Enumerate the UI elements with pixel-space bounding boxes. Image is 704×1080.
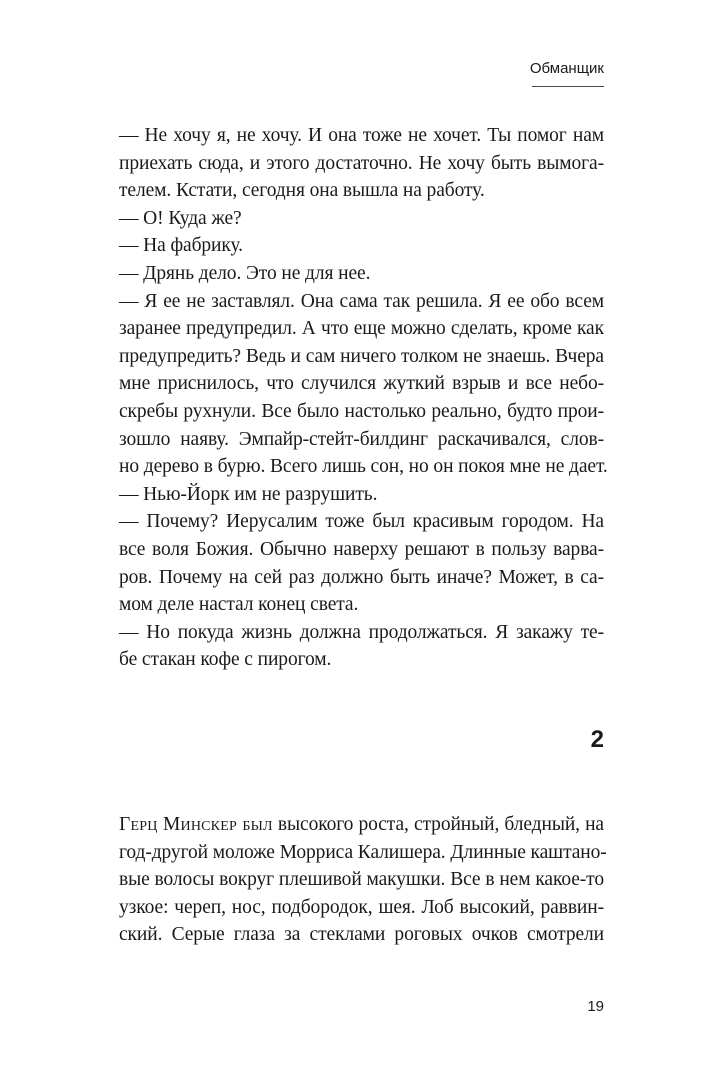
running-header: Обманщик <box>529 60 604 77</box>
chapter-opening-passage <box>119 811 607 949</box>
text-line: все воля Божия. Обычно наверху решают в пользу варва- <box>119 538 604 560</box>
small-caps-lead-in: Герц Минскер был <box>119 814 273 835</box>
text-line: — О! Куда же? <box>119 207 242 229</box>
text-line: заранее предупредил. А что еще можно сделать, кроме как <box>119 318 604 340</box>
dialogue-passage <box>119 122 608 674</box>
text-line-opening <box>119 811 604 839</box>
text-line: год-другой моложе Морриса Калишера. Длинные каштано- <box>119 841 607 863</box>
text-line: приехать сюда, и этого достаточно. Не хочу быть вымога- <box>119 152 604 174</box>
text-line: — На фабрику. <box>119 235 243 257</box>
opening-line-rest: высокого роста, стройный, бледный, на <box>272 814 604 835</box>
header-rule <box>532 86 604 87</box>
text-line: ров. Почему на сей раз должно быть иначе? Может, в са- <box>119 566 604 588</box>
text-line: узкое: череп, нос, подбородок, шея. Лоб высокий, раввин- <box>119 896 604 918</box>
text-line: зошло наяву. Эмпайр-стейт-билдинг раскачивался, слов- <box>119 428 604 450</box>
text-line: бе стакан кофе с пирогом. <box>119 649 332 671</box>
text-line: но дерево в бурю. Всего лишь сон, но он покоя мне не дает. <box>119 456 608 478</box>
text-line: мом деле настал конец света. <box>119 594 359 616</box>
text-line: — Я ее не заставлял. Она сама так решила. Я ее обо всем <box>119 290 604 312</box>
text-line: — Нью-Йорк им не разрушить. <box>119 483 378 505</box>
page-number: 19 <box>587 998 604 1015</box>
chapter-number: 2 <box>590 726 604 753</box>
text-line: — Дрянь дело. Это не для нее. <box>119 262 371 284</box>
text-line: телем. Кстати, сегодня она вышла на работу. <box>119 180 485 202</box>
text-line: — Почему? Иерусалим тоже был красивым городом. На <box>119 511 604 533</box>
text-line: ский. Серые глаза за стеклами роговых очков смотрели <box>119 924 604 946</box>
text-line: мне приснилось, что случился жуткий взрыв и все небо- <box>119 373 604 395</box>
text-line: — Но покуда жизнь должна продолжаться. Я закажу те- <box>119 621 604 643</box>
text-line: вые волосы вокруг плешивой макушки. Все в нем какое-то <box>119 869 604 891</box>
text-line: предупредить? Ведь и сам ничего толком не знаешь. Вчера <box>119 345 604 367</box>
text-line: скребы рухнули. Все было настолько реально, будто прои- <box>119 400 604 422</box>
text-line: — Не хочу я, не хочу. И она тоже не хочет. Ты помог нам <box>119 125 604 146</box>
